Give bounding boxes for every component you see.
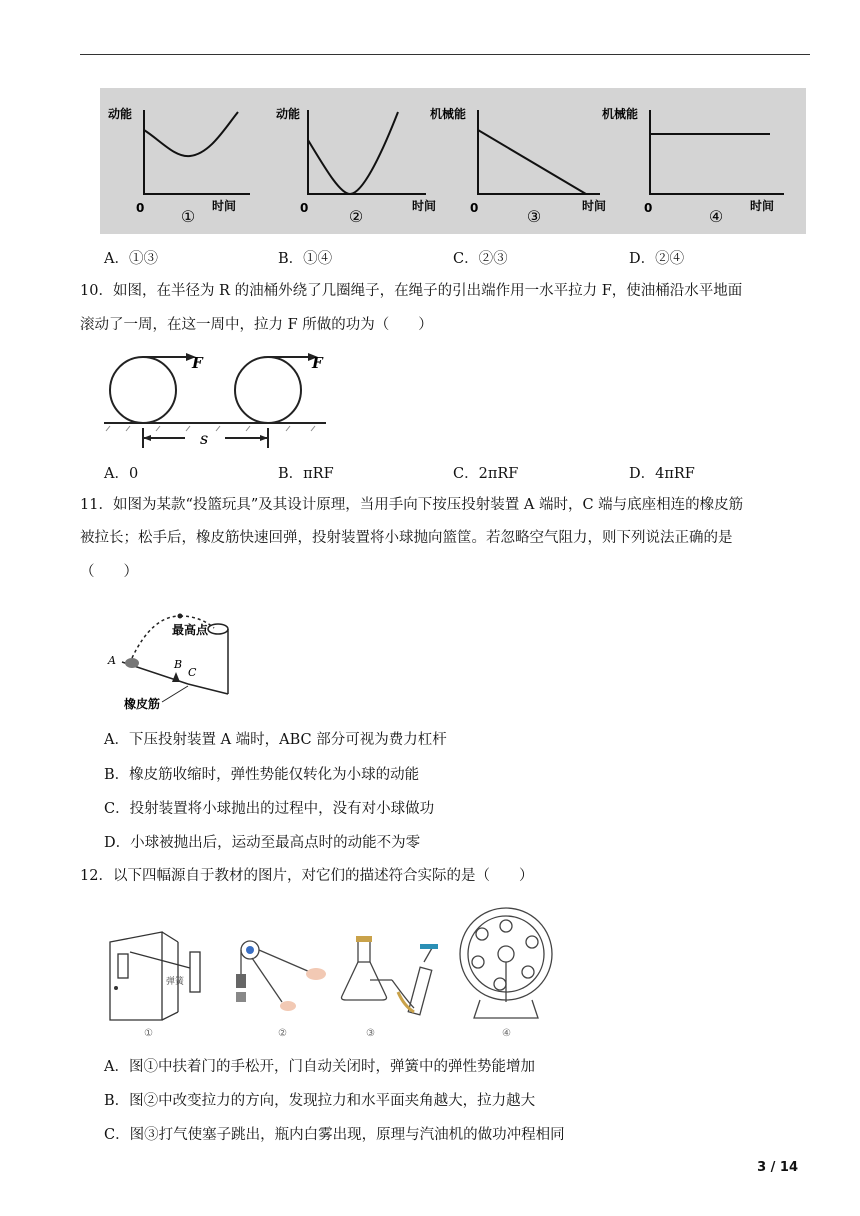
textbook-images-figure [102,902,562,1042]
q9-option-d[interactable]: D．②④ [629,251,685,267]
q11-option-d[interactable]: D．小球被抛出后，运动至最高点时的动能不为零 [104,835,421,851]
graph4-origin: 0 [644,201,653,215]
q10-stem-line1: 10．如图，在半径为 R 的油桶外绕了几圈绳子，在绳子的引出端作用一水平拉力 F，使油桶沿水平地面 [80,283,743,299]
graph1-origin: 0 [136,201,145,215]
graph1-ylabel: 动能 [108,107,133,121]
q11-stem-line3: （ ） [80,564,138,580]
q10-option-c[interactable]: C．2πRF [453,466,519,482]
graph4-ylabel: 机械能 [602,107,639,121]
label-c: C [188,666,197,679]
basketball-toy-figure [102,606,242,716]
force-label-2: F [312,354,323,372]
oil-drum-figure [100,350,330,450]
label-highest-point: 最高点 [172,623,209,637]
q10-option-d[interactable]: D．4πRF [629,466,695,482]
label-b: B [174,658,183,671]
graph3-xlabel: 时间 [582,199,607,213]
distance-label: s [200,429,209,448]
image1-number: ① [144,1028,153,1039]
graph3-number: ③ [526,207,542,226]
image4-number: ④ [502,1028,511,1039]
q11-option-b[interactable]: B．橡皮筋收缩时，弹性势能仅转化为小球的动能 [104,767,420,783]
q12-option-c[interactable]: C．图③打气使塞子跳出，瓶内白雾出现，原理与汽油机的做功冲程相同 [104,1127,565,1143]
q10-option-b[interactable]: B．πRF [278,466,334,482]
graph1-number: ① [180,207,196,226]
label-a: A [108,654,116,667]
graph3-origin: 0 [470,201,479,215]
q11-stem-line1: 11．如图为某款“投篮玩具”及其设计原理，当用手向下按压投射装置 A 端时，C 端与底座相连的橡皮筋 [80,497,744,513]
q12-option-b[interactable]: B．图②中改变拉力的方向，发现拉力和水平面夹角越大，拉力越大 [104,1093,536,1109]
header-rule [80,54,810,55]
q9-option-c[interactable]: C．②③ [453,251,508,267]
image3-number: ③ [366,1028,375,1039]
label-rubber-band: 橡皮筋 [124,697,161,711]
q11-option-a[interactable]: A．下压投射装置 A 端时，ABC 部分可视为费力杠杆 [104,732,447,748]
energy-graphs-figure [100,88,806,234]
graph2-number: ② [348,207,364,226]
q12-option-a[interactable]: A．图①中扶着门的手松开，门自动关闭时，弹簧中的弹性势能增加 [104,1059,535,1075]
q10-stem-line2: 滚动了一周，在这一周中，拉力 F 所做的功为（ ） [80,317,433,333]
graph2-xlabel: 时间 [412,199,437,213]
graph2-ylabel: 动能 [276,107,301,121]
spring-label: 弹簧 [166,977,185,987]
graph3-ylabel: 机械能 [430,107,467,121]
q11-stem-line2: 被拉长；松手后，橡皮筋快速回弹，投射装置将小球抛向篮筐。若忽略空气阻力，则下列说法正确的是 [80,530,733,546]
page-number: 3 / 14 [757,1160,798,1175]
q9-option-a[interactable]: A．①③ [104,251,158,267]
q10-option-a[interactable]: A．0 [104,466,139,482]
q12-stem: 12．以下四幅源自于教材的图片，对它们的描述符合实际的是（ ） [80,868,534,884]
graph1-xlabel: 时间 [212,199,237,213]
q9-option-b[interactable]: B．①④ [278,251,333,267]
graph4-xlabel: 时间 [750,199,775,213]
q11-option-c[interactable]: C．投射装置将小球抛出的过程中，没有对小球做功 [104,801,435,817]
image2-number: ② [278,1028,287,1039]
graph2-origin: 0 [300,201,309,215]
graph4-number: ④ [708,207,724,226]
force-label-1: F [192,354,203,372]
